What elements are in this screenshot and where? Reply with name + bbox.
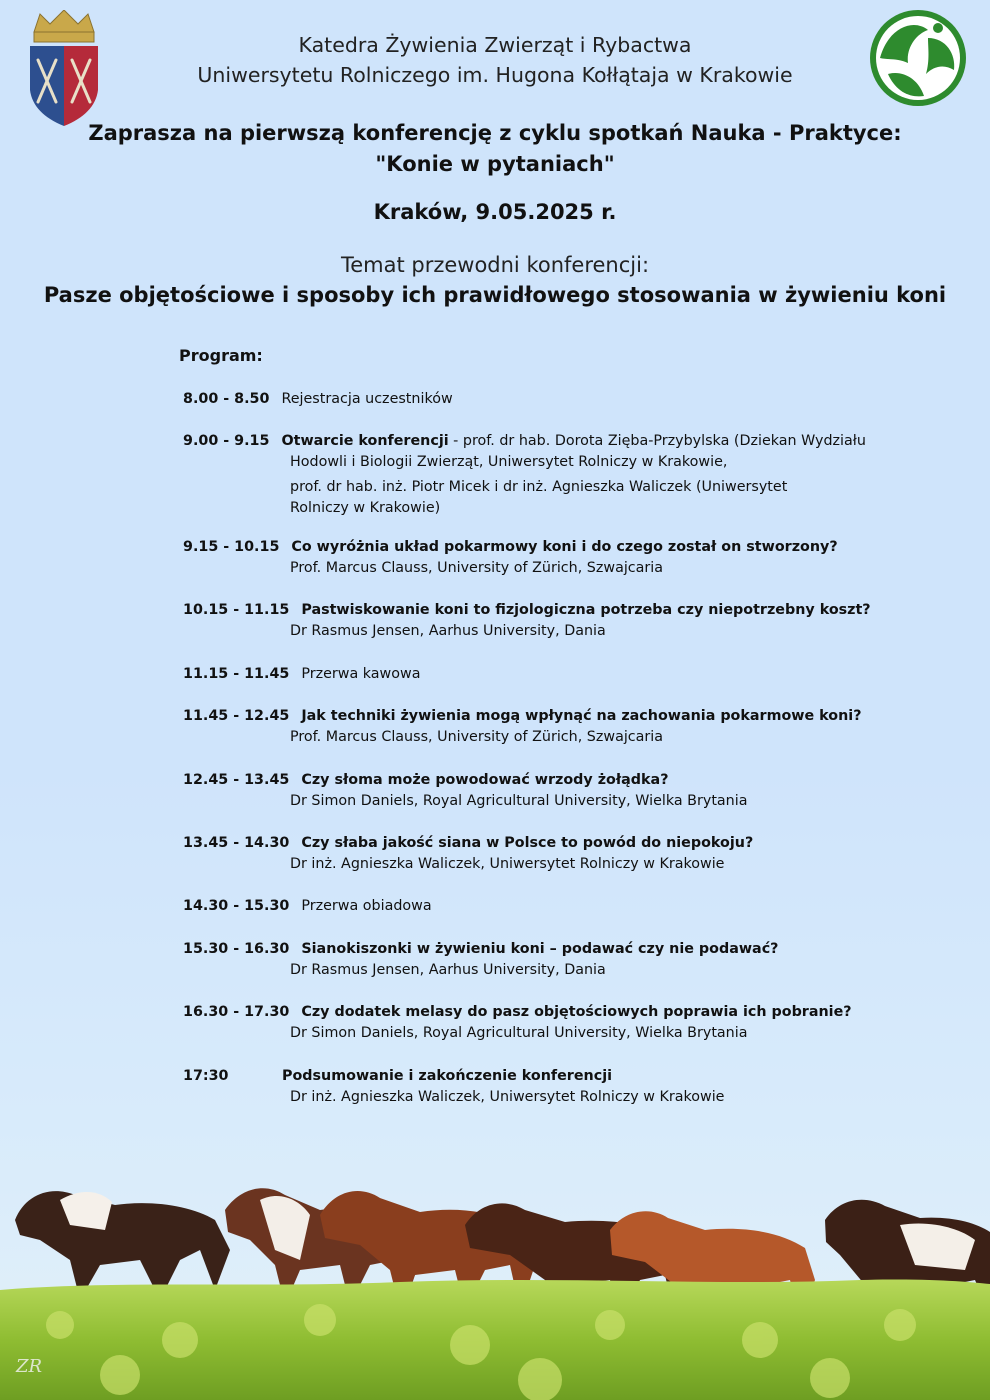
program-time: 12.45 - 13.45 [183,772,290,788]
program-time: 10.15 - 11.15 [183,602,290,618]
program-speaker: prof. dr hab. inż. Piotr Micek i dr inż. Agnieszka Waliczek (Uniwersytet Rolniczy w Krakowie) [290,479,788,516]
program-time: 17:30 [183,1068,229,1084]
program-speaker: Hodowli i Biologii Zwierząt, Uniwersytet Rolniczy w Krakowie, [290,454,728,470]
program-title: Podsumowanie i zakończenie konferencji [282,1068,613,1084]
program-title: Czy słaba jakość siana w Polsce to powód do niepokoju? [301,835,754,851]
program-item [183,600,883,642]
department-name [0,30,990,90]
invitation-line-1: Zaprasza na pierwszą konferencję z cyklu spotkań Nauka - Praktyce: [88,121,902,145]
program-time: 9.15 - 10.15 [183,539,280,555]
program-speaker: Dr inż. Agnieszka Waliczek, Uniwersytet Rolniczy w Krakowie [290,856,725,872]
invitation-heading [0,118,990,180]
program-text: Przerwa kawowa [301,666,421,682]
conference-title: "Konie w pytaniach" [375,152,615,176]
program-label: Program: [179,346,263,365]
program-title: Pastwiskowanie koni to fizjologiczna potrzeba czy niepotrzebny koszt? [301,602,871,618]
program-speaker: Prof. Marcus Clauss, University of Zürich, Szwajcaria [290,560,664,576]
horses-meadow-illustration [0,1140,990,1400]
program-time: 11.45 - 12.45 [183,708,290,724]
program-item [183,896,883,917]
program-item [183,833,883,875]
program-title: Otwarcie konferencji [281,433,449,449]
program-text: Przerwa obiadowa [301,898,432,914]
program-time: 8.00 - 8.50 [183,391,270,407]
program-item [183,1066,883,1108]
theme-label: Temat przewodni konferencji: [340,253,650,277]
program-time: 13.45 - 14.30 [183,835,290,851]
program-item [183,664,883,685]
department-line-2: Uniwersytetu Rolniczego im. Hugona Kołłątaja w Krakowie [197,63,793,87]
conference-date: Kraków, 9.05.2025 r. [373,200,617,224]
program-item [183,1002,883,1044]
program-item [183,389,883,410]
program-item [183,537,883,579]
program-text: Rejestracja uczestników [281,391,453,407]
program-title: Czy słoma może powodować wrzody żołądka? [301,772,669,788]
department-line-1: Katedra Żywienia Zwierząt i Rybactwa [298,33,692,57]
program-title: Co wyróżnia układ pokarmowy koni i do czego został on stworzony? [291,539,838,555]
photo-watermark: ZR [16,1356,43,1377]
program-speaker: Dr Rasmus Jensen, Aarhus University, Dania [290,962,606,978]
program-title: Jak techniki żywienia mogą wpłynąć na zachowania pokarmowe koni? [301,708,862,724]
program-time: 15.30 - 16.30 [183,941,290,957]
program-time: 14.30 - 15.30 [183,898,290,914]
program-time: 9.00 - 9.15 [183,433,270,449]
theme-title: Pasze objętościowe i sposoby ich prawidłowego stosowania w żywieniu koni [43,283,947,307]
program-item [183,939,883,981]
program-speaker: Dr Simon Daniels, Royal Agricultural University, Wielka Brytania [290,1025,748,1041]
program-item [183,770,883,812]
program-item [183,706,883,748]
program-speaker: Dr Simon Daniels, Royal Agricultural University, Wielka Brytania [290,793,748,809]
program-speaker: Dr Rasmus Jensen, Aarhus University, Dania [290,623,606,639]
program-time: 16.30 - 17.30 [183,1004,290,1020]
program-title: Czy dodatek melasy do pasz objętościowych poprawia ich pobranie? [301,1004,852,1020]
program-text: - prof. dr hab. Dorota Zięba-Przybylska (Dziekan Wydziału [448,433,866,449]
program-item [183,431,883,519]
program-speaker: Dr inż. Agnieszka Waliczek, Uniwersytet Rolniczy w Krakowie [290,1089,725,1105]
program-title: Sianokiszonki w żywieniu koni – podawać czy nie podawać? [301,941,779,957]
program-time: 11.15 - 11.45 [183,666,290,682]
horse-silhouette [15,1191,230,1300]
program-speaker: Prof. Marcus Clauss, University of Zürich, Szwajcaria [290,729,664,745]
